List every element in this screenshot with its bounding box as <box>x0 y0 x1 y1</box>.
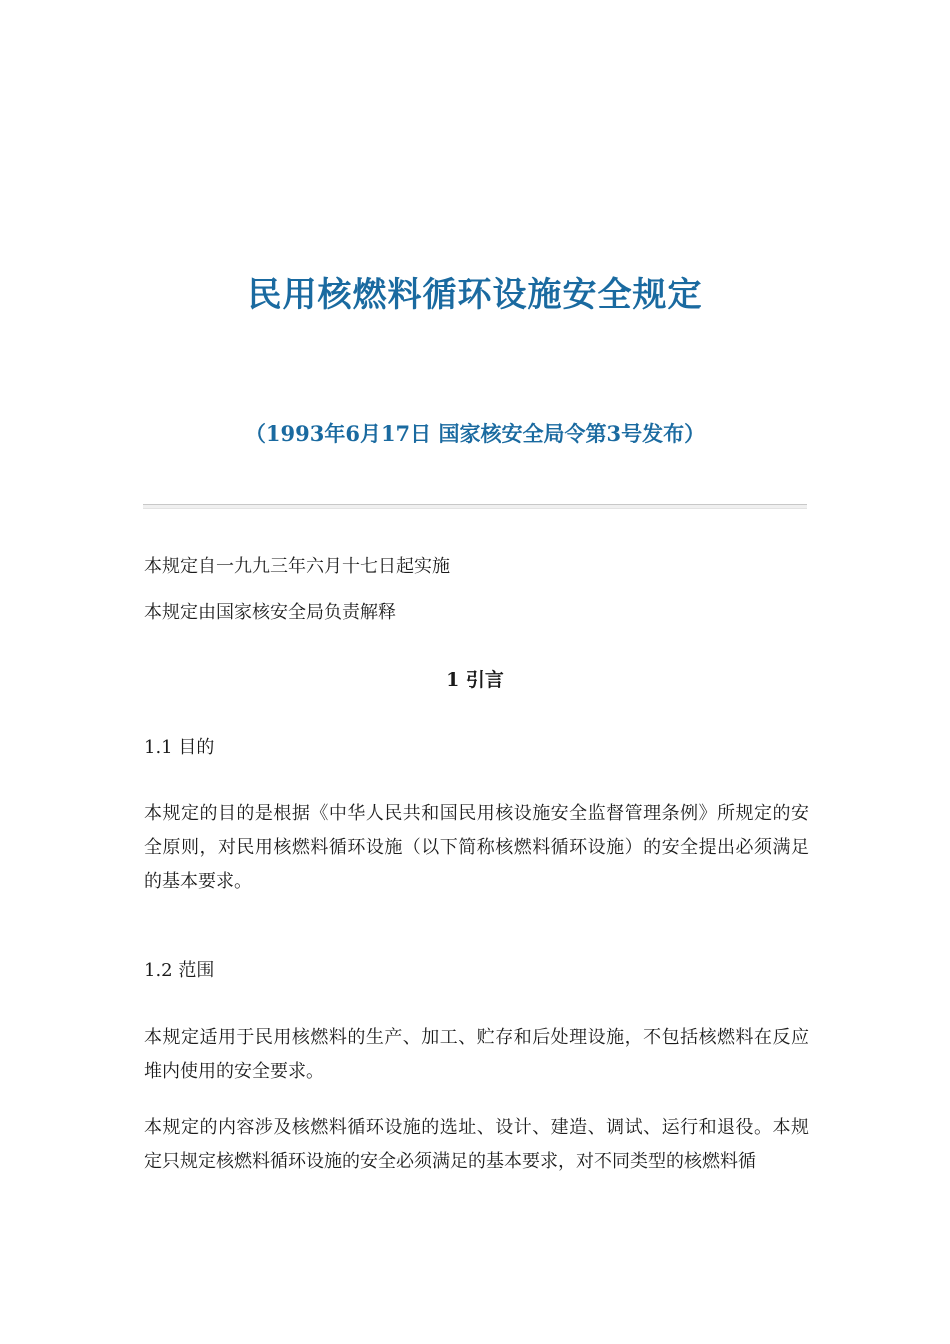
subsection-heading-scope: 1.2 范围 <box>144 960 215 981</box>
purpose-paragraph: 本规定的目的是根据《中华人民共和国民用核设施安全监督管理条例》所规定的安全原则，对民用核燃料循环设施（以下简称核燃料循环设施）的安全提出必须满足的基本要求。 <box>144 803 809 892</box>
interpretation-line: 本规定由国家核安全局负责解释 <box>144 602 396 623</box>
subsection-heading-purpose: 1.1 目的 <box>144 737 215 758</box>
scope-paragraph-2: 本规定的内容涉及核燃料循环设施的选址、设计、建造、调试、运行和退役。本规定只规定核燃料循环设施的安全必须满足的基本要求，对不同类型的核燃料循 <box>144 1117 809 1172</box>
effective-date-line: 本规定自一九九三年六月十七日起实施 <box>144 556 450 577</box>
scope-paragraph-1: 本规定适用于民用核燃料的生产、加工、贮存和后处理设施，不包括核燃料在反应堆内使用的安全要求。 <box>144 1027 809 1082</box>
horizontal-divider <box>143 504 807 509</box>
document-subtitle: （1993年6月17日 国家核安全局令第3号发布） <box>244 421 706 446</box>
section-heading-introduction: 1 引言 <box>446 669 504 691</box>
document-title: 民用核燃料循环设施安全规定 <box>247 275 703 315</box>
